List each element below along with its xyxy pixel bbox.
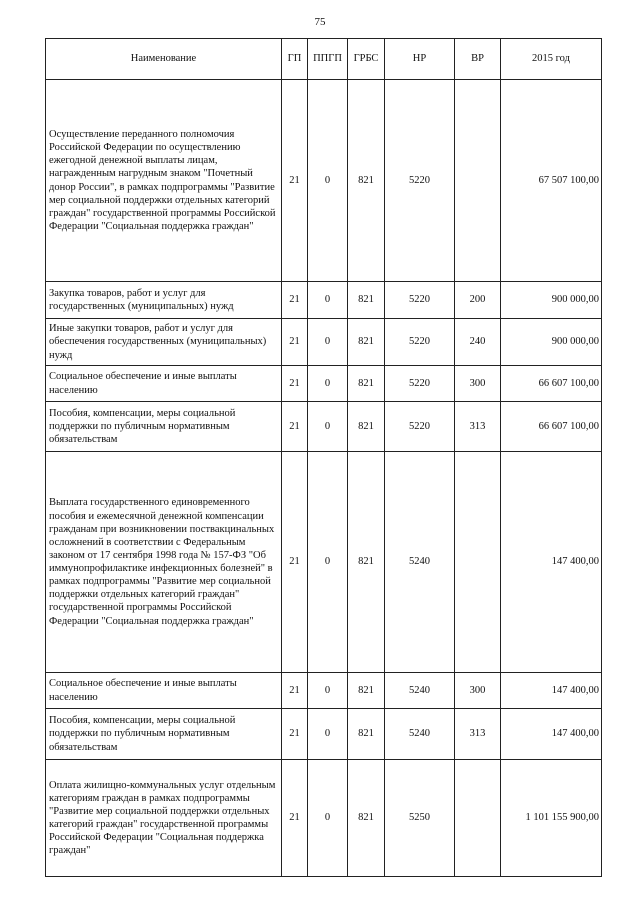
row-pgp: 0 bbox=[308, 282, 348, 319]
row-pgp: 0 bbox=[308, 452, 348, 673]
row-pgp: 0 bbox=[308, 319, 348, 366]
row-name: Закупка товаров, работ и услуг для государственных (муниципальных) нужд bbox=[46, 282, 282, 319]
row-amount: 900 000,00 bbox=[501, 282, 602, 319]
table-row bbox=[46, 402, 602, 452]
header-grbs: ГРБС bbox=[348, 39, 385, 80]
row-amount: 147 400,00 bbox=[501, 673, 602, 709]
row-grbs: 821 bbox=[348, 673, 385, 709]
row-name: Пособия, компенсации, меры социальной поддержки по публичным нормативным обязательствам bbox=[46, 709, 282, 760]
header-row bbox=[46, 39, 602, 80]
row-grbs: 821 bbox=[348, 282, 385, 319]
row-grbs: 821 bbox=[348, 402, 385, 452]
row-pgp: 0 bbox=[308, 673, 348, 709]
row-nr: 5220 bbox=[385, 282, 455, 319]
row-name: Оплата жилищно-коммунальных услуг отдельным категориям граждан в рамках подпрограммы "Развитие мер социальной поддержки отдельных категорий граждан" государственной программы Российской Федерации "Социальная поддержка граждан" bbox=[46, 760, 282, 877]
row-name: Социальное обеспечение и иные выплаты населению bbox=[46, 673, 282, 709]
table-row bbox=[46, 282, 602, 319]
row-gp: 21 bbox=[282, 760, 308, 877]
row-nr: 5240 bbox=[385, 709, 455, 760]
row-grbs: 821 bbox=[348, 319, 385, 366]
row-vr bbox=[455, 80, 501, 282]
table-row bbox=[46, 452, 602, 673]
row-name: Социальное обеспечение и иные выплаты населению bbox=[46, 366, 282, 402]
table-row bbox=[46, 366, 602, 402]
row-name: Иные закупки товаров, работ и услуг для обеспечения государственных (муниципальных) нужд bbox=[46, 319, 282, 366]
row-amount: 1 101 155 900,00 bbox=[501, 760, 602, 877]
row-vr: 313 bbox=[455, 709, 501, 760]
row-gp: 21 bbox=[282, 709, 308, 760]
row-gp: 21 bbox=[282, 80, 308, 282]
table-row bbox=[46, 80, 602, 282]
row-nr: 5240 bbox=[385, 673, 455, 709]
row-grbs: 821 bbox=[348, 366, 385, 402]
row-amount: 66 607 100,00 bbox=[501, 402, 602, 452]
row-vr: 313 bbox=[455, 402, 501, 452]
table-row bbox=[46, 319, 602, 366]
row-vr: 300 bbox=[455, 366, 501, 402]
row-nr: 5220 bbox=[385, 366, 455, 402]
table-row bbox=[46, 709, 602, 760]
row-amount: 900 000,00 bbox=[501, 319, 602, 366]
row-pgp: 0 bbox=[308, 402, 348, 452]
row-vr: 200 bbox=[455, 282, 501, 319]
header-vr: ВР bbox=[455, 39, 501, 80]
row-name: Осуществление переданного полномочия Российской Федерации по осуществлению ежегодной денежной выплаты лицам, награжденным нагрудным знаком "Почетный донор России", в рамках подпрограммы "Развитие мер социальной поддержки отдельных категорий граждан" государственной программы Российской Федерации "Социальная поддержка граждан" bbox=[46, 80, 282, 282]
budget-table bbox=[45, 38, 602, 877]
row-nr: 5220 bbox=[385, 319, 455, 366]
row-vr bbox=[455, 760, 501, 877]
row-vr bbox=[455, 452, 501, 673]
row-pgp: 0 bbox=[308, 709, 348, 760]
header-nr: НР bbox=[385, 39, 455, 80]
row-amount: 147 400,00 bbox=[501, 452, 602, 673]
header-pgp: ППГП bbox=[308, 39, 348, 80]
row-gp: 21 bbox=[282, 452, 308, 673]
row-amount: 147 400,00 bbox=[501, 709, 602, 760]
row-gp: 21 bbox=[282, 282, 308, 319]
row-grbs: 821 bbox=[348, 80, 385, 282]
row-pgp: 0 bbox=[308, 366, 348, 402]
row-grbs: 821 bbox=[348, 452, 385, 673]
row-gp: 21 bbox=[282, 319, 308, 366]
row-gp: 21 bbox=[282, 402, 308, 452]
row-vr: 300 bbox=[455, 673, 501, 709]
header-year: 2015 год bbox=[501, 39, 602, 80]
row-pgp: 0 bbox=[308, 80, 348, 282]
row-nr: 5220 bbox=[385, 80, 455, 282]
row-name: Пособия, компенсации, меры социальной поддержки по публичным нормативным обязательствам bbox=[46, 402, 282, 452]
header-name: Наименование bbox=[46, 39, 282, 80]
row-grbs: 821 bbox=[348, 709, 385, 760]
page-number: 75 bbox=[314, 16, 326, 28]
table-row bbox=[46, 760, 602, 877]
header-gp: ГП bbox=[282, 39, 308, 80]
row-nr: 5250 bbox=[385, 760, 455, 877]
row-gp: 21 bbox=[282, 673, 308, 709]
row-gp: 21 bbox=[282, 366, 308, 402]
row-vr: 240 bbox=[455, 319, 501, 366]
row-nr: 5220 bbox=[385, 402, 455, 452]
row-name: Выплата государственного единовременного пособия и ежемесячной денежной компенсации гражданам при возникновении поствакцинальных осложнений в соответствии с Федеральным законом от 17 сентября 1998 года № 157-ФЗ "Об иммунопрофилактике инфекционных болезней" в рамках подпрограммы "Развитие мер социальной поддержки отдельных категорий граждан" государственной программы Российской Федерации "Социальная поддержка граждан" bbox=[46, 452, 282, 673]
row-pgp: 0 bbox=[308, 760, 348, 877]
row-grbs: 821 bbox=[348, 760, 385, 877]
row-amount: 66 607 100,00 bbox=[501, 366, 602, 402]
table-row bbox=[46, 673, 602, 709]
row-nr: 5240 bbox=[385, 452, 455, 673]
row-amount: 67 507 100,00 bbox=[501, 80, 602, 282]
